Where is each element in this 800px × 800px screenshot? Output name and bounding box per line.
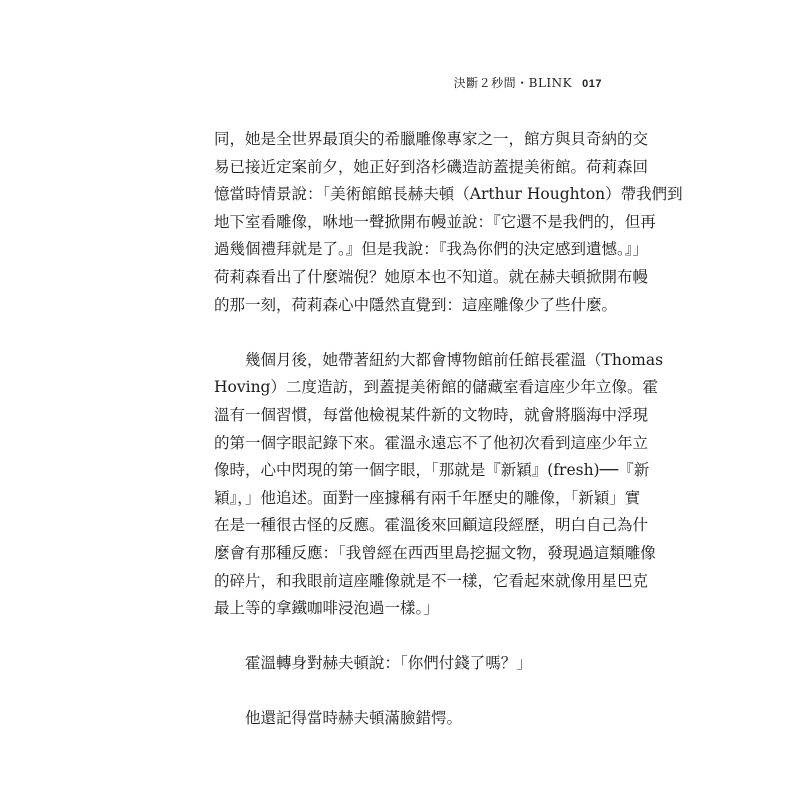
text-line: 最上等的拿鐵咖啡浸泡過一樣。」 [214,599,439,618]
text-line: 他還記得當時赫夫頓滿臉錯愕。 [214,709,463,728]
running-header [454,74,602,91]
text-line: 穎』，」他追述。面對一座據稱有兩千年歷史的雕像，「新穎」實 [214,488,641,507]
paragraph [214,347,664,623]
page-number: 017 [582,78,602,90]
text-line: 的第一個字眼記錄下來。霍溫永遠忘不了他初次看到這座少年立 [214,433,649,452]
body-text [214,126,683,733]
text-line: 幾個月後，她帶著紐約大都會博物館前任館長霍溫（Thomas [214,350,664,369]
text-line: 易已接近定案前夕，她正好到洛杉磯造訪蓋提美術館。荷莉森回 [214,157,649,176]
paragraph [214,650,588,678]
paragraph-spacer [214,623,588,651]
text-line: 的那一刻，荷莉森心中隱然直覺到：這座雕像少了些什麼。 [214,295,618,314]
text-line: 在是一種很古怪的反應。霍溫後來回顧這段經歷，明白自己為什 [214,516,649,535]
text-line: Hoving）二度造訪，到蓋提美術館的儲藏室看這座少年立像。霍 [214,378,658,397]
text-line: 憶當時情景說：「美術館館長赫夫頓（Arthur Houghton）帶我們到 [214,185,683,204]
text-line: 溫有一個習慣，每當他檢視某件新的文物時，就會將腦海中浮現 [214,405,649,424]
text-line: 荷莉森看出了什麼端倪？她原本也不知道。就在赫夫頓掀開布幔 [214,267,649,286]
paragraph-spacer [214,319,588,347]
text-line: 像時，心中閃現的第一個字眼，「那就是『新穎』(fresh)──『新 [214,461,650,480]
text-line: 麼會有那種反應：「我曾經在西西里島挖掘文物，發現過這類雕像 [214,543,656,562]
book-title: 決斷２秒間・BLINK [453,76,573,90]
text-line: 地下室看雕像，咻地一聲掀開布幔並說：『它還不是我們的，但再 [214,212,656,231]
paragraph [214,126,683,319]
paragraph [214,705,588,733]
text-line: 同，她是全世界最頂尖的希臘雕像專家之一，館方與貝奇納的交 [214,130,649,148]
text-line: 的碎片，和我眼前這座雕像就是不一樣，它看起來就像用星巴克 [214,571,649,590]
paragraph-spacer [214,678,588,706]
text-line: 霍溫轉身對赫夫頓說：「你們付錢了嗎？」 [214,654,532,673]
text-line: 過幾個禮拜就是了。』但是我說：『我為你們的決定感到遺憾。』」 [214,240,649,259]
